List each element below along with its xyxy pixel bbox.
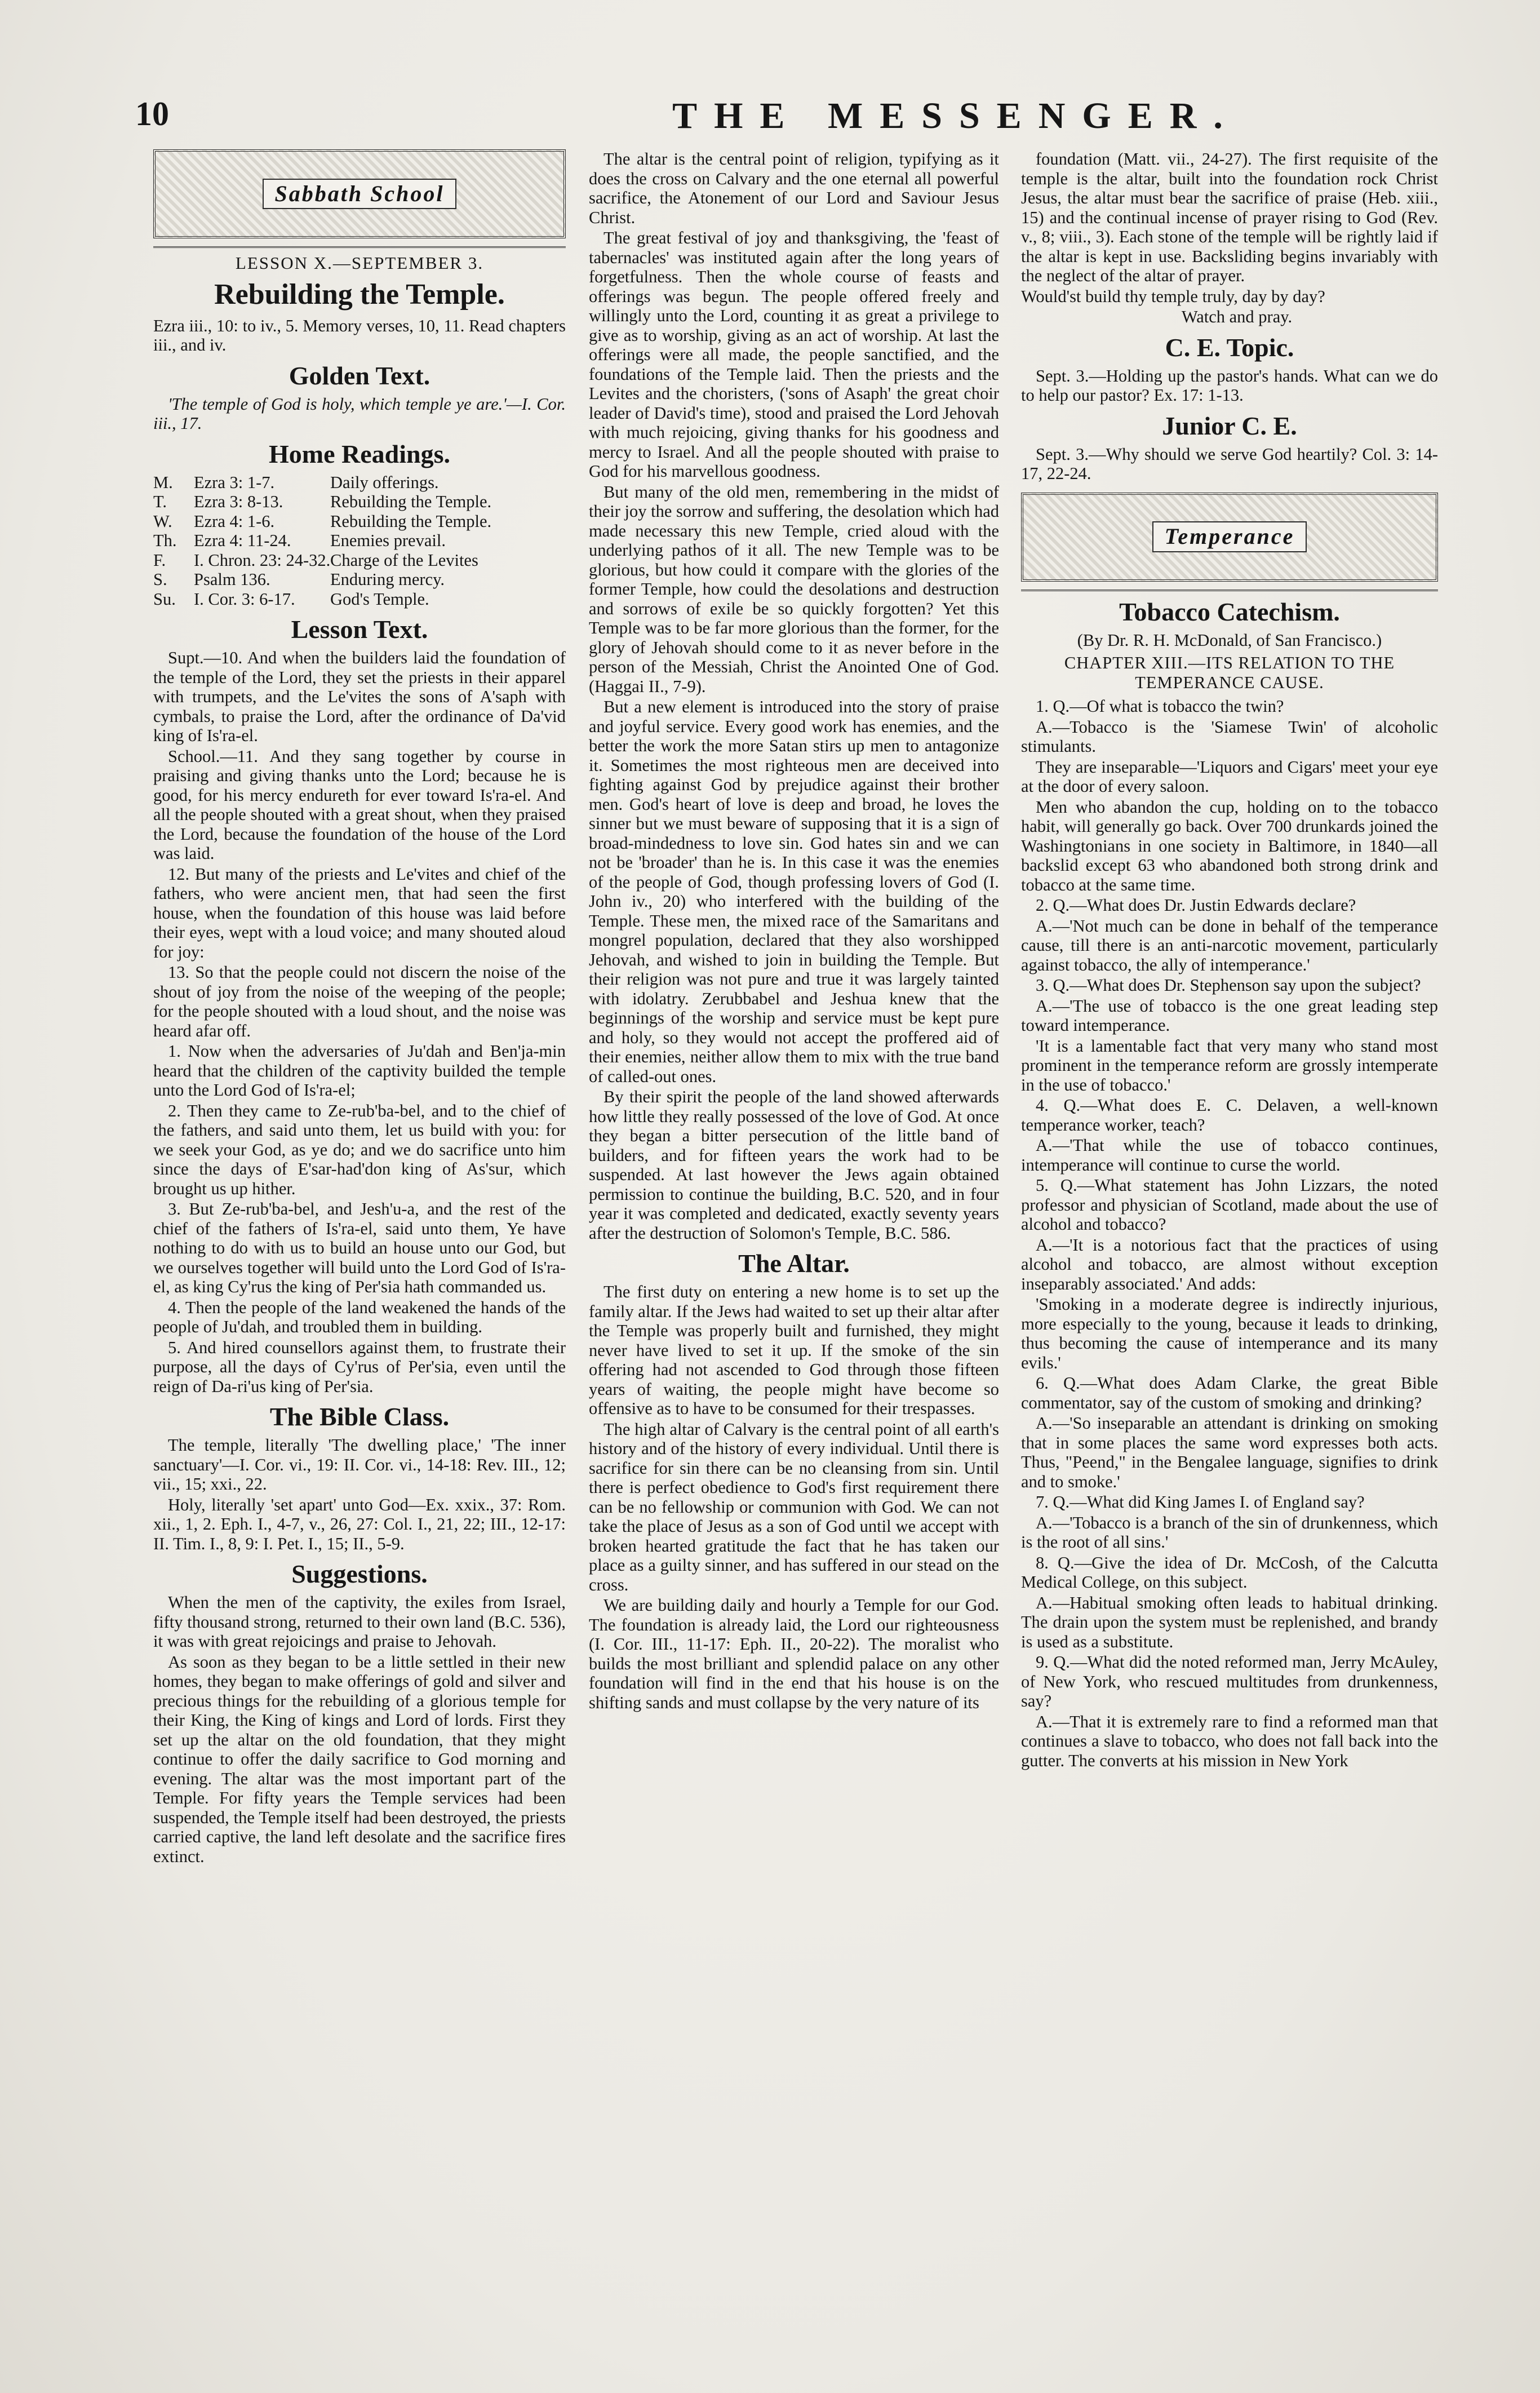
catechism-item: 3. Q.—What does Dr. Stephenson say upon the subject? [1036,976,1421,995]
reading-day: W. [153,511,172,531]
reading-day: Th. [153,531,177,550]
reading-ref: Psalm 136. [194,570,270,589]
catechism-item: 8. Q.—Give the idea of Dr. McCosh, of the Calcutta Medical College, on this subject. [1021,1553,1438,1592]
poem-line: Watch and pray. [1181,307,1293,326]
catechism-list [1021,697,1438,1770]
catechism-item: 4. Q.—What does E. C. Delaven, a well-known temperance worker, teach? [1021,1096,1438,1135]
lesson-paragraph: 4. Then the people of the land weakened the hands of the people of Ju'dah, and troubled them in building. [153,1297,566,1336]
catechism-item: A.—'So inseparable an attendant is drinking on smoking that in some places the same word expresses both acts. Thus, "Peend," in the Bengalee language, signifies to drink and to smoke.' [1021,1413,1438,1491]
reading-ref: Ezra 3: 1-7. [194,472,275,492]
sabbath-school-banner [153,149,566,238]
catechism-item: A.—'Not much can be done in behalf of the temperance cause, till there is an anti-narcotic movement, particularly against tobacco, the ally of intemperance.' [1021,916,1438,974]
altar-heading: The Altar. [738,1249,850,1278]
lesson-paragraph: Supt.—10. And when the builders laid the foundation of the temple of the Lord, they set the priests in their apparel with trumpets, and the Le'vites the sons of A'saph with cymbals, to praise the Lord, after the ordinance of Da'vid king of Is'ra-el. [153,648,566,745]
catechism-item: 9. Q.—What did the noted reformed man, Jerry McAuley, of New York, who rescued multitudes from drunkenness, say? [1021,1652,1438,1710]
reading-title: Rebuilding the Temple. [330,492,492,511]
lesson-paragraph: 2. Then they came to Ze-rub'ba-bel, and to the chief of the fathers, and said unto them, let us build with you: for we seek your God, as ye do; and we do sacrifice unto him since the days of E'sar-had'don king of As'sur, which brought us up hither. [153,1101,566,1198]
reading-day: Su. [153,589,176,609]
altar-paragraph: The high altar of Calvary is the central point of all earth's history and of the history of every individual. Until there is sacrifice for sin there can be no cleansing from sin. Until there is perfect obedience to God's first requirement there can be no fellowship or communion with God. We can not take the place of Jesus as a son of God until we accept with broken hearted gratitude the fact that he has taken our place as a guilty sinner, and has suffered in our stead on the cross. [589,1419,999,1594]
reading-ref: Ezra 4: 1-6. [194,511,275,531]
divider [153,246,566,248]
reading-title: Daily offerings. [330,472,439,492]
lesson-paragraph: 3. But Ze-rub'ba-bel, and Jesh'u-a, and the rest of the chief of the fathers of Is'ra-el, said unto them, Ye have nothing to do with us to build an house unto our God, but we ourselves together will build unto the Lord God of Is'ra-el, as king Cy'rus the king of Per'sia hath commanded us. [153,1199,566,1296]
article-paragraph: But a new element is introduced into the story of praise and joyful service. Every good work has enemies, and the better the work the more Satan stirs up men to antagonize it. Sometimes the most righteous men are deceived into fighting against God by prejudice against their brother men. God's heart of love is deep and broad, he loves the sinner but we must beware of supposing that it is a sign of broad-mindedness to love sin. God hates sin and we can not be 'broader' than he is. In this case it was the enemies of the people of God, though professing lovers of God (I. John iv., 20) who interfered with the building of the Temple. These men, the mixed race of the Samaritans and mongrel population, declared that they also worshipped Jehovah, and wished to join in building the Temple. But their religion was not pure and true it was largely tainted with idolatry. Zerubbabel and Jeshua knew that the beginnings of the worship and service must be kept pure and holy, so they would not accept the proffered aid of their enemies, neither allow them to mix with the true band of called-out ones. [589,697,999,1086]
home-reading-row [153,590,566,609]
reading-day: M. [153,472,173,492]
junior-ce-text: Sept. 3.—Why should we serve God heartily? Col. 3: 14-17, 22-24. [1021,444,1438,483]
catechism-item: 5. Q.—What statement has John Lizzars, the noted professor and physician of Scotland, made about the use of alcohol and tobacco? [1021,1176,1438,1234]
lesson-paragraph: 5. And hired counsellors against them, to frustrate their purpose, all the days of Cy'rus of Per'sia, even until the reign of Da-ri'us king of Per'sia. [153,1337,566,1396]
ce-topic-heading: C. E. Topic. [1165,333,1294,362]
reading-title: Enduring mercy. [330,570,445,589]
catechism-item: A.—Habitual smoking often leads to habitual drinking. The drain upon the system must be replenished, and brandy is used as a substitute. [1021,1593,1438,1651]
lesson-paragraph: 1. Now when the adversaries of Ju'dah and Ben'ja-min heard that the children of the captivity builded the temple unto the Lord God of Is'ra-el; [153,1042,566,1100]
column-2 [589,149,999,1713]
bible-class-heading: The Bible Class. [269,1402,450,1431]
article-paragraph: By their spirit the people of the land showed afterwards how little they really possessed of the love of God. At once they began a bitter persecution of the little band of builders, and for fifteen years the work had to be suspended. At last however the Jews again obtained permission to continue the building, B.C. 520, and in four year it was completed and dedicated, exactly seventy years after the destruction of Solomon's Temple, B.C. 586. [589,1087,999,1243]
banner-text: Sabbath School [263,179,457,210]
reading-title: Enemies prevail. [330,531,446,550]
byline: (By Dr. R. H. McDonald, of San Francisco.) [1077,630,1382,650]
bible-class-paragraph: The temple, literally 'The dwelling place,' 'The inner sanctuary'—I. Cor. vi., 19: II. Cor. vi., 14-18: Rev. III., 12; vii., 15; xxi., 22. [153,1435,566,1494]
reading-day: S. [153,570,167,589]
golden-text: 'The temple of God is holy, which temple ye are.'—I. Cor. iii., 17. [153,394,566,433]
reading-ref: I. Cor. 3: 6-17. [194,589,295,609]
bible-class-paragraph: Holy, literally 'set apart' unto God—Ex. xxix., 37: Rom. xii., 1, 2. Eph. I., 4-7, v., 26, 27: Col. I., 21, 22; III., 12-17: II. Tim. I., 8, 9: I. Pet. I., 15; II., 5-9. [153,1495,566,1553]
lesson-title: Rebuilding the Temple. [214,278,505,311]
reading-ref: I. Chron. 23: 24-32. [194,550,331,570]
suggestions-paragraph: When the men of the captivity, the exiles from Israel, fifty thousand strong, returned to their own land (B.C. 536), it was with great rejoicings and praise to Jehovah. [153,1593,566,1651]
poem-line: Would'st build thy temple truly, day by day? [1021,286,1325,306]
memory-verses: Ezra iii., 10: to iv., 5. Memory verses, 10, 11. Read chapters iii., and iv. [153,316,566,354]
catechism-item: A.—'That while the use of tobacco continues, intemperance will continue to curse the world. [1021,1136,1438,1175]
lesson-text-body [153,648,566,1396]
catechism-item: Men who abandon the cup, holding on to the tobacco habit, will generally go back. Over 700 drunkards joined the Washingtonians in one society in Baltimore, in 1840—all backslid except 63 who abandoned both strong drink and tobacco at the same time. [1021,797,1438,894]
banner-text: Temperance [1152,521,1307,552]
reading-day: T. [153,492,167,511]
catechism-item: A.—'Tobacco is a branch of the sin of drunkenness, which is the root of all sins.' [1021,1513,1438,1552]
catechism-item: 1. Q.—Of what is tobacco the twin? [1036,697,1284,716]
catechism-item: A.—'The use of tobacco is the one great leading step toward intemperance. [1021,996,1438,1035]
golden-text-heading: Golden Text. [289,361,431,390]
catechism-heading: Tobacco Catechism. [1119,597,1340,626]
catechism-item: 2. Q.—What does Dr. Justin Edwards declare? [1036,896,1356,915]
junior-ce-heading: Junior C. E. [1162,411,1297,440]
home-reading-row [153,473,566,493]
reading-ref: Ezra 4: 11-24. [194,531,291,550]
home-reading-row [153,570,566,590]
catechism-item: 6. Q.—What does Adam Clarke, the great Bible commentator, say of the custom of smoking and drinking? [1021,1373,1438,1412]
home-reading-row [153,512,566,531]
masthead: THE MESSENGER. [672,95,1240,136]
article-paragraph: foundation (Matt. vii., 24-27). The first requisite of the temple is the altar, built into the foundation rock Christ Jesus, the altar must bear the sacrifice of praise (Heb. xiii., 15) and the continual incense of prayer rising to God (Rev. v., 8; viii., 3). Each stone of the temple will be rightly laid if the altar is kept in use. Backsliding begins invariably with the neglect of the altar of prayer. [1021,149,1438,285]
suggestions-paragraph: As soon as they began to be a little settled in their new homes, they began to make offerings of gold and silver and precious things for the rebuilding of a glorious temple for their King, the King of kings and Lord of lords. First they set up the altar on the old foundation, that they might continue to offer the daily sacrifice to God morning and evening. The altar was the most important part of the Temple. For fifty years the Temple services had been suspended, the Temple itself had been destroyed, the priests carried captive, the land left desolate and the sacrifice fires extinct. [153,1652,566,1866]
chapter-heading: CHAPTER XIII.—ITS RELATION TO THE TEMPERANCE CAUSE. [1064,653,1395,692]
column-3 [1021,149,1438,1771]
altar-paragraph: The first duty on entering a new home is to set up the family altar. If the Jews had waited to set up their altar after the Temple was properly built and furnished, they might never have lived to set it up. If the smoke of the sin offering had not ascended to God through those fifteen years of waiting, the people might have become so offensive as to have to be consumed for their trespasses. [589,1282,999,1418]
catechism-item: 7. Q.—What did King James I. of England say? [1036,1492,1365,1512]
catechism-item: A.—Tobacco is the 'Siamese Twin' of alcoholic stimulants. [1021,717,1438,756]
article-paragraph: The great festival of joy and thanksgiving, the 'feast of tabernacles' was instituted again after the long years of forgetfulness. Then the whole course of feasts and offerings was begun. The people offered freely and willingly unto the Lord, counting it as great a privilege to give as to worship, giving as an act of worship. At last the offerings were all made, the people sanctified, and the foundations of the Temple laid. Then the priests and the Levites and the choristers, ('sons of Asaph' the great choir leader of David's time), stood and praised the Lord Jehovah with much rejoicing, giving thanks for his goodness and mercy to Israel. And all the people shouted with praise to God for his marvellous goodness. [589,228,999,481]
reading-title: Charge of the Levites [330,550,478,570]
suggestions-heading: Suggestions. [291,1559,428,1588]
reading-title: Rebuilding the Temple. [330,511,492,531]
lesson-paragraph: School.—11. And they sang together by course in praising and giving thanks unto the Lord; because he is good, for his mercy endureth for ever toward Is'ra-el. And all the people shouted with a great shout, when they praised the Lord, because the foundation of the house of the Lord was laid. [153,746,566,863]
temperance-banner [1021,493,1438,582]
reading-ref: Ezra 3: 8-13. [194,492,283,511]
ce-topic-text: Sept. 3.—Holding up the pastor's hands. What can we do to help our pastor? Ex. 17: 1-13. [1021,366,1438,405]
divider [1021,590,1438,591]
lesson-text-heading: Lesson Text. [291,615,428,644]
page-number: 10 [135,95,169,132]
catechism-item: A.—'It is a notorious fact that the practices of using alcohol and tobacco, are almost without exception inseparably associated.' And adds: [1021,1235,1438,1293]
reading-title: God's Temple. [330,589,429,609]
home-reading-row [153,492,566,512]
catechism-item: 'It is a lamentable fact that very many who stand most prominent in the temperance reform are grossly intemperate in the use of tobacco.' [1021,1036,1438,1094]
article-paragraph: The altar is the central point of religion, typifying as it does the cross on Calvary and the one eternal all powerful sacrifice, the Atonement of our Lord and Saviour Jesus Christ. [589,149,999,227]
catechism-item: They are inseparable—'Liquors and Cigars' meet your eye at the door of every saloon. [1021,757,1438,796]
catechism-item: 'Smoking in a moderate degree is indirectly injurious, more especially to the young, because it leads to drinking, thus becoming the cause of intemperance and its many evils.' [1021,1295,1438,1372]
catechism-item: A.—That it is extremely rare to find a reformed man that continues a slave to tobacco, who does not fall back into the gutter. The converts at his mission in New York [1021,1712,1438,1770]
home-reading-row [153,531,566,551]
article-paragraph: But many of the old men, remembering in the midst of their joy the sorrow and suffering, the desolation which had made necessary this new Temple, cried aloud with the underlying pathos of it all. The new Temple was to be glorious, but how could it compare with the glories of the former Temple, how could the desolations and destruction and sorrows of exile be so quickly forgotten? Yet this Temple was to be far more glorious than the former, for the glory of Jehovah should come to it as never before in the person of the Messiah, Christ the Anointed One of God. (Haggai II., 7-9). [589,482,999,696]
reading-day: F. [153,550,166,570]
lesson-paragraph: 13. So that the people could not discern the noise of the shout of joy from the noise of the weeping of the people; for the people shouted with a loud shout, and the noise was heard afar off. [153,963,566,1040]
home-reading-row [153,551,566,570]
column-1 [153,149,566,1867]
page-header [135,95,1495,140]
altar-paragraph: We are building daily and hourly a Temple for our God. The foundation is already laid, the Lord our righteousness (I. Cor. III., 11-17: Eph. II., 20-22). The moralist who builds the most brilliant and splendid palace on any other foundation will find in the end that his house is on the shifting sands and must collapse by the very nature of its [589,1596,999,1712]
lesson-number: LESSON X.—SEPTEMBER 3. [235,253,484,273]
home-readings-list [153,473,566,609]
home-readings-heading: Home Readings. [269,439,450,468]
lesson-paragraph: 12. But many of the priests and Le'vites and chief of the fathers, who were ancient men, that had seen the first house, when the foundation of this house was laid before their eyes, wept with a loud voice; and many shouted aloud for joy: [153,864,566,961]
